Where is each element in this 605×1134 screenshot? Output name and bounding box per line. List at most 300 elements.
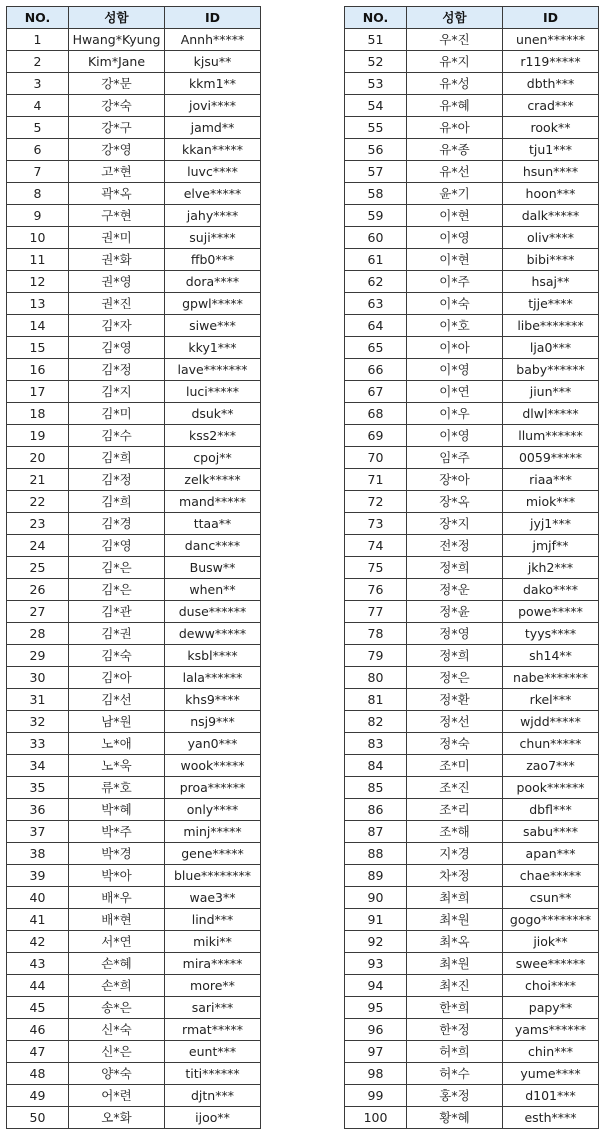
table-row	[7, 359, 261, 381]
table-row	[7, 711, 261, 733]
table-row	[7, 425, 261, 447]
member-id: sari***	[165, 997, 261, 1019]
row-number: 96	[345, 1019, 407, 1041]
member-name: 조*미	[407, 755, 503, 777]
member-id: hsaj**	[503, 271, 599, 293]
member-id: zelk*****	[165, 469, 261, 491]
row-number: 27	[7, 601, 69, 623]
member-id: yume****	[503, 1063, 599, 1085]
table-row	[345, 601, 599, 623]
row-number: 75	[345, 557, 407, 579]
member-id: miok***	[503, 491, 599, 513]
table-row	[7, 557, 261, 579]
member-name: 박*주	[69, 821, 165, 843]
member-name: 조*해	[407, 821, 503, 843]
member-id: jovi****	[165, 95, 261, 117]
member-id: d101***	[503, 1085, 599, 1107]
member-name: 권*진	[69, 293, 165, 315]
member-id: papy**	[503, 997, 599, 1019]
member-name: 최*옥	[407, 931, 503, 953]
table-row	[345, 205, 599, 227]
table-row	[7, 535, 261, 557]
row-number: 13	[7, 293, 69, 315]
member-id: luci*****	[165, 381, 261, 403]
member-name: 이*현	[407, 205, 503, 227]
table-row	[345, 579, 599, 601]
member-name: 신*숙	[69, 1019, 165, 1041]
row-number: 3	[7, 73, 69, 95]
member-id: elve*****	[165, 183, 261, 205]
member-name: 윤*기	[407, 183, 503, 205]
member-name: 장*지	[407, 513, 503, 535]
member-name: 김*미	[69, 403, 165, 425]
row-number: 48	[7, 1063, 69, 1085]
member-id: lave*******	[165, 359, 261, 381]
table-row	[345, 425, 599, 447]
header-name: 성함	[407, 7, 503, 29]
member-id: wjdd*****	[503, 711, 599, 733]
member-id: zao7***	[503, 755, 599, 777]
table-row	[345, 491, 599, 513]
table-row	[345, 711, 599, 733]
member-name: 이*우	[407, 403, 503, 425]
table-row	[7, 161, 261, 183]
row-number: 24	[7, 535, 69, 557]
member-name: 지*경	[407, 843, 503, 865]
member-name: 김*정	[69, 359, 165, 381]
table-row	[7, 337, 261, 359]
member-name: 곽*옥	[69, 183, 165, 205]
table-row	[7, 447, 261, 469]
table-row	[345, 997, 599, 1019]
member-id: ttaa**	[165, 513, 261, 535]
table-row	[7, 843, 261, 865]
row-number: 50	[7, 1107, 69, 1129]
row-number: 61	[345, 249, 407, 271]
member-name: 신*은	[69, 1041, 165, 1063]
member-id: tju1***	[503, 139, 599, 161]
row-number: 32	[7, 711, 69, 733]
table-row	[345, 887, 599, 909]
table-row	[345, 1107, 599, 1129]
row-number: 37	[7, 821, 69, 843]
table-row	[345, 51, 599, 73]
member-name: 한*희	[407, 997, 503, 1019]
table-row	[7, 117, 261, 139]
row-number: 8	[7, 183, 69, 205]
row-number: 33	[7, 733, 69, 755]
row-number: 20	[7, 447, 69, 469]
member-id: djtn***	[165, 1085, 261, 1107]
member-id: lala******	[165, 667, 261, 689]
table-row	[345, 909, 599, 931]
row-number: 49	[7, 1085, 69, 1107]
member-name: 유*종	[407, 139, 503, 161]
table-row	[345, 733, 599, 755]
member-id: wae3**	[165, 887, 261, 909]
member-name: 김*희	[69, 491, 165, 513]
row-number: 67	[345, 381, 407, 403]
member-name: 김*영	[69, 337, 165, 359]
member-name: 강*영	[69, 139, 165, 161]
member-name: 서*연	[69, 931, 165, 953]
table-row	[345, 755, 599, 777]
table-row	[7, 579, 261, 601]
row-number: 41	[7, 909, 69, 931]
member-id: esth****	[503, 1107, 599, 1129]
member-id: when**	[165, 579, 261, 601]
row-number: 62	[345, 271, 407, 293]
table-row	[7, 73, 261, 95]
member-name: 장*아	[407, 469, 503, 491]
table-row	[345, 95, 599, 117]
member-id: eunt***	[165, 1041, 261, 1063]
row-number: 73	[345, 513, 407, 535]
member-id: deww*****	[165, 623, 261, 645]
table-row	[345, 799, 599, 821]
table-row	[345, 337, 599, 359]
member-id: apan***	[503, 843, 599, 865]
member-id: dalk*****	[503, 205, 599, 227]
member-id: dako****	[503, 579, 599, 601]
member-name: 최*희	[407, 887, 503, 909]
member-id: ijoo**	[165, 1107, 261, 1129]
row-number: 91	[345, 909, 407, 931]
member-id: tjje****	[503, 293, 599, 315]
row-number: 40	[7, 887, 69, 909]
member-name: 한*정	[407, 1019, 503, 1041]
row-number: 10	[7, 227, 69, 249]
row-number: 90	[345, 887, 407, 909]
table-row	[345, 1041, 599, 1063]
row-number: 70	[345, 447, 407, 469]
member-name: 정*영	[407, 623, 503, 645]
member-id: proa******	[165, 777, 261, 799]
member-name: 허*수	[407, 1063, 503, 1085]
row-number: 65	[345, 337, 407, 359]
member-name: 임*주	[407, 447, 503, 469]
member-id: unen******	[503, 29, 599, 51]
row-number: 77	[345, 601, 407, 623]
row-number: 53	[345, 73, 407, 95]
row-number: 80	[345, 667, 407, 689]
member-id: luvc****	[165, 161, 261, 183]
member-id: more**	[165, 975, 261, 997]
member-name: 노*욱	[69, 755, 165, 777]
member-id: oliv****	[503, 227, 599, 249]
member-name: 김*아	[69, 667, 165, 689]
table-row	[345, 469, 599, 491]
member-name: 정*희	[407, 645, 503, 667]
row-number: 89	[345, 865, 407, 887]
member-name: 장*옥	[407, 491, 503, 513]
row-number: 85	[345, 777, 407, 799]
table-row	[345, 73, 599, 95]
table-row	[345, 139, 599, 161]
row-number: 97	[345, 1041, 407, 1063]
table-row	[7, 799, 261, 821]
row-number: 66	[345, 359, 407, 381]
row-number: 14	[7, 315, 69, 337]
row-number: 76	[345, 579, 407, 601]
row-number: 95	[345, 997, 407, 1019]
member-id: wook*****	[165, 755, 261, 777]
table-row	[7, 381, 261, 403]
row-number: 52	[345, 51, 407, 73]
member-name: 김*관	[69, 601, 165, 623]
member-name: 유*성	[407, 73, 503, 95]
member-id: ksbl****	[165, 645, 261, 667]
row-number: 23	[7, 513, 69, 535]
table-row	[7, 689, 261, 711]
member-id: titi******	[165, 1063, 261, 1085]
member-id: ffb0***	[165, 249, 261, 271]
member-id: csun**	[503, 887, 599, 909]
member-id: jyj1***	[503, 513, 599, 535]
row-number: 64	[345, 315, 407, 337]
row-number: 42	[7, 931, 69, 953]
row-number: 25	[7, 557, 69, 579]
member-name: 강*문	[69, 73, 165, 95]
member-id: choi****	[503, 975, 599, 997]
table-row	[7, 997, 261, 1019]
table-row	[7, 733, 261, 755]
table-row	[345, 403, 599, 425]
row-number: 28	[7, 623, 69, 645]
table-row	[345, 29, 599, 51]
member-id: nsj9***	[165, 711, 261, 733]
member-id: Busw**	[165, 557, 261, 579]
table-row	[345, 689, 599, 711]
table-row	[7, 931, 261, 953]
table-row	[7, 1041, 261, 1063]
row-number: 35	[7, 777, 69, 799]
row-number: 4	[7, 95, 69, 117]
table-row	[345, 183, 599, 205]
member-id: dbth***	[503, 73, 599, 95]
member-id: nabe*******	[503, 667, 599, 689]
member-name: 허*희	[407, 1041, 503, 1063]
table-row	[7, 491, 261, 513]
member-name: 황*혜	[407, 1107, 503, 1129]
member-name: 최*원	[407, 909, 503, 931]
row-number: 29	[7, 645, 69, 667]
member-id: Annh*****	[165, 29, 261, 51]
table-row	[7, 953, 261, 975]
member-name: 김*자	[69, 315, 165, 337]
member-id: mira*****	[165, 953, 261, 975]
row-number: 22	[7, 491, 69, 513]
member-id: baby******	[503, 359, 599, 381]
table-row	[7, 205, 261, 227]
row-number: 83	[345, 733, 407, 755]
table-row	[7, 667, 261, 689]
member-name: 정*선	[407, 711, 503, 733]
row-number: 38	[7, 843, 69, 865]
member-name: 김*희	[69, 447, 165, 469]
member-id: jkh2***	[503, 557, 599, 579]
member-id: rkel***	[503, 689, 599, 711]
table-row	[7, 403, 261, 425]
member-name: 류*호	[69, 777, 165, 799]
table-row	[7, 51, 261, 73]
member-id: riaa***	[503, 469, 599, 491]
table-row	[7, 293, 261, 315]
row-number: 2	[7, 51, 69, 73]
member-id: mand*****	[165, 491, 261, 513]
row-number: 19	[7, 425, 69, 447]
member-id: kkm1**	[165, 73, 261, 95]
row-number: 81	[345, 689, 407, 711]
member-name: 정*은	[407, 667, 503, 689]
row-number: 46	[7, 1019, 69, 1041]
table-row	[345, 535, 599, 557]
row-number: 63	[345, 293, 407, 315]
member-name: 김*경	[69, 513, 165, 535]
table-row	[7, 623, 261, 645]
member-id: kky1***	[165, 337, 261, 359]
table-row	[345, 931, 599, 953]
table-row	[7, 271, 261, 293]
member-name: 남*원	[69, 711, 165, 733]
member-name: 박*아	[69, 865, 165, 887]
table-row	[345, 513, 599, 535]
member-name: 김*지	[69, 381, 165, 403]
table-row	[7, 315, 261, 337]
member-id: suji****	[165, 227, 261, 249]
row-number: 34	[7, 755, 69, 777]
table-row	[345, 1019, 599, 1041]
row-number: 60	[345, 227, 407, 249]
row-number: 18	[7, 403, 69, 425]
table-row	[7, 601, 261, 623]
row-number: 7	[7, 161, 69, 183]
member-id: hsun****	[503, 161, 599, 183]
row-number: 93	[345, 953, 407, 975]
member-name: 배*현	[69, 909, 165, 931]
member-id: only****	[165, 799, 261, 821]
member-name: 김*선	[69, 689, 165, 711]
table-row	[345, 381, 599, 403]
member-id: cpoj**	[165, 447, 261, 469]
table-row	[345, 161, 599, 183]
row-number: 30	[7, 667, 69, 689]
row-number: 71	[345, 469, 407, 491]
row-number: 72	[345, 491, 407, 513]
member-id: kkan*****	[165, 139, 261, 161]
member-name: 이*아	[407, 337, 503, 359]
member-name: 이*영	[407, 227, 503, 249]
row-number: 59	[345, 205, 407, 227]
member-id: rook**	[503, 117, 599, 139]
row-number: 92	[345, 931, 407, 953]
member-name: 이*연	[407, 381, 503, 403]
row-number: 69	[345, 425, 407, 447]
table-row	[345, 359, 599, 381]
row-number: 36	[7, 799, 69, 821]
member-id: pook******	[503, 777, 599, 799]
member-id: r119*****	[503, 51, 599, 73]
table-row	[345, 557, 599, 579]
table-row	[345, 227, 599, 249]
member-name: Kim*Jane	[69, 51, 165, 73]
member-name: 최*진	[407, 975, 503, 997]
member-name: 이*숙	[407, 293, 503, 315]
header-no: NO.	[345, 7, 407, 29]
member-id: siwe***	[165, 315, 261, 337]
table-row	[7, 183, 261, 205]
table-row	[345, 821, 599, 843]
member-id: gene*****	[165, 843, 261, 865]
member-id: gogo********	[503, 909, 599, 931]
table-row	[345, 975, 599, 997]
member-name: 권*영	[69, 271, 165, 293]
header-name: 성함	[69, 7, 165, 29]
member-id: khs9****	[165, 689, 261, 711]
row-number: 16	[7, 359, 69, 381]
member-id: dbfl***	[503, 799, 599, 821]
member-name: 유*아	[407, 117, 503, 139]
member-name: 정*환	[407, 689, 503, 711]
row-number: 31	[7, 689, 69, 711]
table-row	[345, 623, 599, 645]
row-number: 74	[345, 535, 407, 557]
table-row	[7, 249, 261, 271]
member-id: swee******	[503, 953, 599, 975]
table-row	[7, 1085, 261, 1107]
table-row	[7, 469, 261, 491]
member-name: 고*현	[69, 161, 165, 183]
member-name: 노*애	[69, 733, 165, 755]
table-row	[7, 755, 261, 777]
member-name: 김*권	[69, 623, 165, 645]
row-number: 21	[7, 469, 69, 491]
member-name: 강*구	[69, 117, 165, 139]
member-id: jmjf**	[503, 535, 599, 557]
member-name: 유*선	[407, 161, 503, 183]
table-row	[345, 249, 599, 271]
row-number: 26	[7, 579, 69, 601]
member-id: danc****	[165, 535, 261, 557]
member-id: yams******	[503, 1019, 599, 1041]
table-row	[345, 777, 599, 799]
row-number: 51	[345, 29, 407, 51]
row-number: 44	[7, 975, 69, 997]
member-id: kjsu**	[165, 51, 261, 73]
member-name: 전*정	[407, 535, 503, 557]
member-name: 유*지	[407, 51, 503, 73]
member-name: 김*은	[69, 579, 165, 601]
row-number: 58	[345, 183, 407, 205]
member-id: minj*****	[165, 821, 261, 843]
table-row	[7, 865, 261, 887]
member-name: 유*혜	[407, 95, 503, 117]
row-number: 17	[7, 381, 69, 403]
member-id: powe*****	[503, 601, 599, 623]
row-number: 47	[7, 1041, 69, 1063]
member-id: jahy****	[165, 205, 261, 227]
table-row	[7, 29, 261, 51]
member-id: hoon***	[503, 183, 599, 205]
member-name: 김*수	[69, 425, 165, 447]
member-name: 이*영	[407, 359, 503, 381]
row-number: 94	[345, 975, 407, 997]
row-number: 39	[7, 865, 69, 887]
member-id: 0059*****	[503, 447, 599, 469]
member-id: dlwl*****	[503, 403, 599, 425]
table-row	[7, 513, 261, 535]
row-number: 1	[7, 29, 69, 51]
